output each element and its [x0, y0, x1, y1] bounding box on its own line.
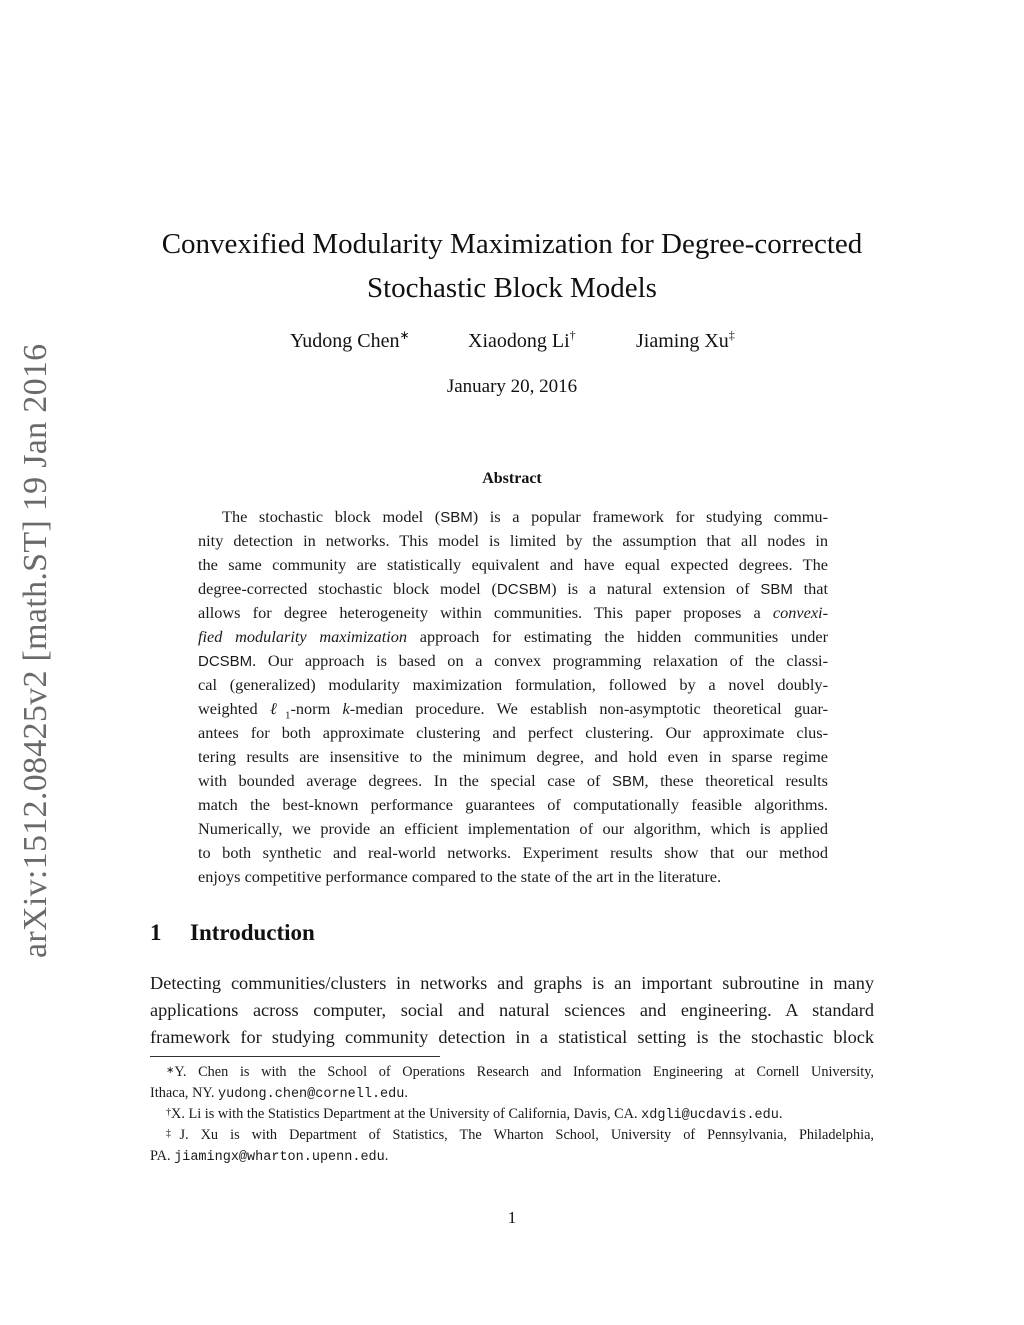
section-number: 1	[150, 920, 162, 945]
footnote-1: ∗Y. Chen is with the School of Operations Research and Information Engineering at Cornell University,	[166, 1064, 874, 1080]
author-2-mark: †	[569, 328, 576, 342]
author-3-mark: ‡	[728, 328, 735, 342]
paper-date: January 20, 2016	[446, 376, 578, 397]
email-link[interactable]: jiamingx@wharton.upenn.edu	[174, 1150, 385, 1165]
footnote-rule	[150, 1056, 440, 1057]
acronym: DCSBM	[496, 581, 552, 598]
author-3-name: Jiaming Xu	[636, 330, 729, 352]
author-2-name: Xiaodong Li	[468, 330, 570, 352]
paper-title	[150, 222, 874, 310]
abstract-line: antees for both approximate clustering and perfect clustering. Our approximate clus-	[198, 723, 828, 742]
section-heading	[150, 920, 315, 946]
author-1-mark: ∗	[399, 328, 410, 342]
abstract-line: weighted ℓ$_1$-norm k-median procedure. We establish non-asymptotic theoretical guar-	[198, 699, 828, 722]
abstract-line: Numerically, we provide an efficient implementation of our algorithm, which is applied	[198, 819, 828, 838]
email-link[interactable]: yudong.chen@cornell.edu	[218, 1087, 405, 1102]
email-link[interactable]: xdgli@ucdavis.edu	[641, 1108, 779, 1123]
author-list	[0, 330, 1024, 360]
acronym: SBM	[440, 509, 473, 526]
footnote-2: †X. Li is with the Statistics Department at the University of California, Davis, CA. xdgli@ucdavis.edu.	[166, 1106, 783, 1123]
acronym: SBM	[760, 581, 793, 598]
abstract-heading: Abstract	[482, 470, 542, 487]
abstract-line: to both synthetic and real-world networks. Experiment results show that our method	[198, 843, 828, 862]
author-1-name: Yudong Chen	[290, 330, 400, 352]
acronym: SBM	[611, 773, 645, 790]
abstract-line: tering results are insensitive to the minimum degree, and hold even in sparse regime	[198, 747, 828, 766]
page-number: 1	[507, 1208, 517, 1227]
footnote-3: ‡J. Xu is with Department of Statistics, The Wharton School, University of Pennsylvania, Philadelphia,	[166, 1127, 874, 1143]
introduction-text	[150, 970, 874, 1051]
footnote-3-cont: PA. jiamingx@wharton.upenn.edu.	[150, 1148, 389, 1165]
body-line: Detecting communities/clusters in networks and graphs is an important subroutine in many	[150, 973, 874, 993]
body-line: applications across computer, social and natural sciences and engineering. A standard	[150, 1000, 874, 1020]
acronym: DCSBM	[198, 653, 253, 670]
abstract-line: The stochastic block model (SBM) is a popular framework for studying commu-	[222, 507, 828, 526]
author-3	[636, 330, 735, 353]
author-1	[290, 330, 410, 353]
abstract-line: nity detection in networks. This model is limited by the assumption that all nodes in	[198, 531, 828, 550]
abstract-line: allows for degree heterogeneity within communities. This paper proposes a convexi-	[198, 603, 828, 622]
abstract-line: degree-corrected stochastic block model (DCSBM) is a natural extension of SBM that	[198, 579, 829, 598]
abstract-line: enjoys competitive performance compared to the state of the art in the literature.	[198, 867, 722, 886]
abstract-line: DCSBM. Our approach is based on a convex programming relaxation of the classi-	[198, 651, 828, 670]
abstract-body	[198, 505, 828, 889]
author-2	[468, 330, 576, 353]
abstract-line: cal (generalized) modularity maximization formulation, followed by a novel doubly-	[198, 675, 828, 694]
body-line: framework for studying community detection in a statistical setting is the stochastic block	[150, 1027, 874, 1047]
title-line-2: Stochastic Block Models	[367, 272, 657, 304]
title-line-1: Convexified Modularity Maximization for Degree-corrected	[161, 228, 863, 260]
abstract-line: match the best-known performance guarantees of computationally feasible algorithms.	[198, 795, 828, 814]
section-title: Introduction	[190, 920, 315, 945]
abstract-line: the same community are statistically equivalent and have equal expected degrees. The	[198, 555, 828, 574]
abstract-line: with bounded average degrees. In the special case of SBM, these theoretical results	[198, 771, 828, 790]
abstract-line: fied modularity maximization approach for estimating the hidden communities under	[198, 627, 828, 646]
footnotes	[150, 1062, 874, 1167]
arxiv-identifier: arXiv:1512.08425v2 [math.ST] 19 Jan 2016	[17, 343, 54, 958]
footnote-1-cont: Ithaca, NY. yudong.chen@cornell.edu.	[150, 1085, 408, 1102]
